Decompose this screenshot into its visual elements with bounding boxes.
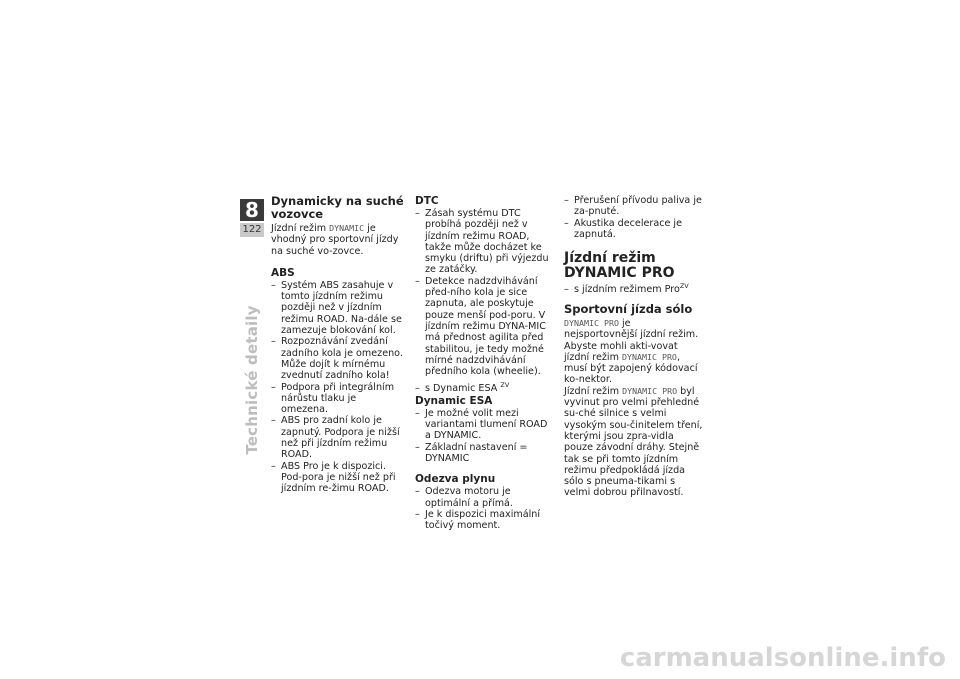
list-item: – Odezva motoru je optimální a přímá. xyxy=(415,486,555,509)
dtc-list xyxy=(415,208,555,377)
list-item: – Akustika decelerace je zapnutá. xyxy=(564,218,704,241)
pro-option-list xyxy=(564,284,704,295)
dynamic-pro-paragraph-2: Jízdní režim DYNAMIC PRO byl vyvinut pro velmi přehledné su-ché silnice s velmi vysokým sou-činitelem tření, kterými jsou zpra-vidla pouze závodní dráhy. Stejně tak se při tomto jízdním režimu předpokládá jízda sólo s pneuma-tikami s velmi dobrou přilnavostí. xyxy=(564,385,703,499)
page-number: 122 xyxy=(240,223,264,237)
column-2 xyxy=(415,195,555,531)
list-item: – ABS pro zadní kolo je zapnutý. Podpora je nižší než při jízdním režimu ROAD. xyxy=(271,415,406,460)
list-item: – Podpora při integrálním nárůstu tlaku je omezena. xyxy=(271,382,406,416)
throttle-response-heading: Odezva plynu xyxy=(415,473,496,486)
list-item: – s Dynamic ESA $^{ZV}$ xyxy=(415,383,555,394)
chapter-side-label: Technické detaily xyxy=(243,305,261,455)
fuel-list xyxy=(564,195,704,240)
dynamic-intro-paragraph: Jízdní režim DYNAMIC je vhodný pro sportovní jízdy na suché vo-zovce. xyxy=(271,223,399,257)
dtc-heading: DTC xyxy=(415,195,439,207)
list-item: – Detekce nadzdvihávání před-ního kola je sice zapnuta, ale poskytuje pouze menší pod-poru. V jízdním režimu DYNA-MIC má přednost agilita před stabilitou, je tedy možné mírné nadzdvihávání předního kola (wheelie). xyxy=(415,276,555,378)
list-item: – s jízdním režimem Pro$^{ZV}$ xyxy=(564,284,704,295)
mode-name-dynamic: DYNAMIC xyxy=(329,223,365,233)
dynamic-esa-heading: Dynamic ESA xyxy=(415,394,493,407)
abs-heading: ABS xyxy=(271,266,295,279)
dynamic-pro-paragraph-1: DYNAMIC PRO je nejsportovnější jízdní režim. Abyste mohli akti-vovat jízdní režim DYNAMIC PRO, musí být zapojený kódovací ko-nektor. xyxy=(564,317,699,386)
dynamic-pro-heading: Jízdní režim DYNAMIC PRO xyxy=(564,250,675,281)
watermark: carmanualsonline.info xyxy=(619,643,946,673)
esa-list xyxy=(415,408,555,464)
list-item: – Rozpoznávání zvedání zadního kola je omezeno. Může dojít k mírnému zvednutí zadního kola! xyxy=(271,336,406,381)
abs-list xyxy=(271,280,406,495)
sport-solo-heading: Sportovní jízda sólo xyxy=(564,302,693,317)
column-3 xyxy=(564,195,704,499)
list-item: – Je k dispozici maximální točivý moment. xyxy=(415,509,555,532)
list-item: – ABS Pro je k dispozici. Pod-pora je nižší než při jízdním re-žimu ROAD. xyxy=(271,461,406,495)
list-item: – Zásah systému DTC probíhá později než v jízdním režimu ROAD, takže může docházet ke smyku (driftu) při výjezdu ze zatáčky. xyxy=(415,208,555,276)
list-item: – Přerušení přívodu paliva je za-pnuté. xyxy=(564,195,704,218)
list-item: – Je možné volit mezi variantami tlumení ROAD a DYNAMIC. xyxy=(415,408,555,442)
list-item: – Systém ABS zasahuje v tomto jízdním režimu později než v jízdním režimu ROAD. Na-dále se zamezuje blokování kol. xyxy=(271,280,406,336)
section-heading-dry-road: Dynamicky na suché vozovce xyxy=(271,194,404,221)
list-item: – Základní nastavení = DYNAMIC xyxy=(415,442,555,465)
esa-option-list xyxy=(415,383,555,394)
chapter-number-tab: 8 xyxy=(240,199,264,221)
column-1 xyxy=(271,195,406,495)
throttle-list xyxy=(415,486,555,531)
